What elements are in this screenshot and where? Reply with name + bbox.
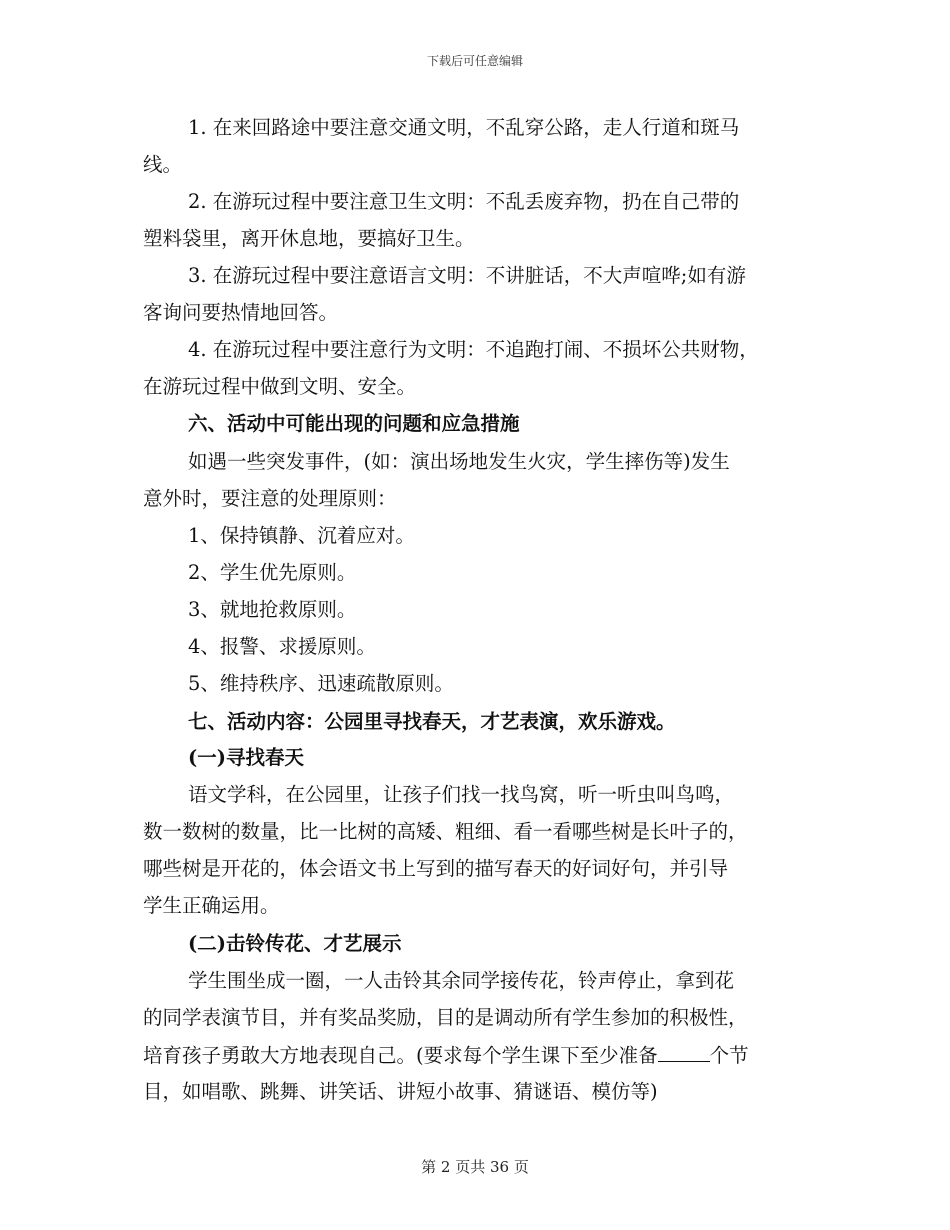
body-line: 的同学表演节目，并有奖品奖励，目的是调动所有学生参加的积极性， <box>143 1006 748 1029</box>
body-line: 线。 <box>143 153 183 176</box>
body-line <box>143 1043 749 1068</box>
body-line-start: 培育孩子勇敢大方地表现自己。(要求每个学生课下至少准备 <box>143 1044 658 1067</box>
section-heading: 六、活动中可能出现的问题和应急措施 <box>188 412 520 435</box>
page-header: 下载后可任意编辑 <box>426 54 523 68</box>
body-line: 意外时，要注意的处理原则： <box>143 487 397 510</box>
section-heading: 七、活动内容：公园里寻找春天，才艺表演，欢乐游戏。 <box>188 710 676 733</box>
body-line: 语文学科，在公园里，让孩子们找一找鸟窝，听一听虫叫鸟鸣， <box>188 783 735 806</box>
body-line: 3. 在游玩过程中要注意语言文明：不讲脏话，不大声喧哗;如有游 <box>188 264 746 287</box>
body-line: 学生正确运用。 <box>143 894 280 917</box>
body-line: 哪些树是开花的，体会语文书上写到的描写春天的好词好句，并引导 <box>143 857 729 880</box>
body-line: 学生围坐成一圈，一人击铃其余同学接传花，铃声停止，拿到花 <box>188 969 735 992</box>
body-line: 如遇一些突发事件，(如：演出场地发生火灾，学生摔伤等)发生 <box>188 450 730 473</box>
fill-in-blank <box>658 1043 710 1062</box>
body-line: 1. 在来回路途中要注意交通文明，不乱穿公路，走人行道和斑马 <box>188 116 740 139</box>
body-line: 4. 在游玩过程中要注意行为文明：不追跑打闹、不损坏公共财物， <box>188 338 759 361</box>
subsection-heading: (二)击铃传花、才艺展示 <box>188 932 402 955</box>
body-line: 在游玩过程中做到文明、安全。 <box>143 375 417 398</box>
body-line: 目，如唱歌、跳舞、讲笑话、讲短小故事、猜谜语、模仿等) <box>143 1080 658 1103</box>
body-line-end: 个节 <box>709 1044 749 1067</box>
body-line: 塑料袋里，离开休息地，要搞好卫生。 <box>143 227 475 250</box>
page-footer: 第 2 页共 36 页 <box>421 1158 529 1176</box>
list-item: 2、学生优先原则。 <box>188 561 357 584</box>
subsection-heading: (一)寻找春天 <box>188 746 304 769</box>
body-line: 客询问要热情地回答。 <box>143 301 339 324</box>
body-line: 数一数树的数量，比一比树的高矮、粗细、看一看哪些树是长叶子的， <box>143 820 748 843</box>
list-item: 1、保持镇静、沉着应对。 <box>188 524 415 547</box>
list-item: 4、报警、求援原则。 <box>188 635 376 658</box>
list-item: 3、就地抢救原则。 <box>188 598 357 621</box>
body-line: 2. 在游玩过程中要注意卫生文明：不乱丢废弃物，扔在自己带的 <box>188 190 740 213</box>
list-item: 5、维持秩序、迅速疏散原则。 <box>188 672 454 695</box>
